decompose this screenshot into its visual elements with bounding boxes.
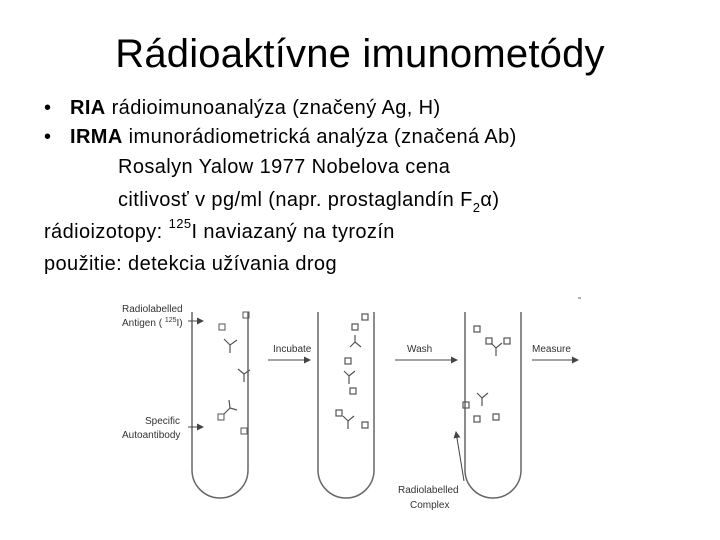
label-antigen-before: Antigen ( <box>122 318 165 329</box>
test-tube-2 <box>318 312 374 498</box>
isotopes-desc: I naviazaný na tyrozín <box>191 221 395 243</box>
isotope-mass-number: 125 <box>168 216 192 232</box>
label-antigen-sup: 125 <box>164 317 177 324</box>
label-wash: Wash <box>407 344 433 355</box>
bullet-ria-text <box>70 95 441 121</box>
bullet-ria-desc: rádioimunoanalýza (značený Ag, H) <box>105 97 441 119</box>
antigen-square-icon <box>241 428 247 434</box>
test-tube-1 <box>192 312 248 498</box>
sensitivity-subscript: 2 <box>472 200 481 215</box>
usage-line: použitie: detekcia užívania drog <box>44 253 337 275</box>
sensitivity-text-end: α) <box>480 189 500 211</box>
ria-diagram <box>100 290 600 520</box>
label-radiolabelled-complex-2: Complex <box>410 500 450 511</box>
label-specific-autoantibody-1: Specific <box>145 416 181 427</box>
label-measure: Measure <box>532 344 571 355</box>
label-radiolabelled-antigen-1: Radiolabelled <box>122 304 183 315</box>
indent-line-sensitivity <box>118 187 499 213</box>
bullet-dot: • <box>44 97 52 119</box>
bullet-ria-term: RIA <box>70 97 106 119</box>
label-specific-autoantibody-2: Autoantibody <box>122 430 181 441</box>
label-antigen-after: I) <box>176 318 183 329</box>
ria-diagram-svg <box>100 290 600 520</box>
slide-title: Rádioaktívne imunometódy <box>115 32 605 76</box>
bullet-irma-term: IRMA <box>70 126 123 148</box>
label-radiolabelled-complex-1: Radiolabelled <box>398 485 459 496</box>
label-radiolabelled-antigen-2 <box>122 317 183 329</box>
bullet-dot: • <box>44 126 52 148</box>
antigen-square-icon <box>218 414 224 420</box>
isotopes-line <box>44 216 395 245</box>
bound-complex-icon <box>463 326 510 422</box>
label-incubate: Incubate <box>273 344 312 355</box>
sensitivity-text: citlivosť v pg/ml (napr. prostaglandín F <box>118 189 473 211</box>
indent-line-yalow: Rosalyn Yalow 1977 Nobelova cena <box>118 156 451 178</box>
bullet-irma-text <box>70 124 517 150</box>
antigen-square-icon <box>219 324 225 330</box>
antigen-antibody-complex-icon <box>336 314 368 429</box>
bullet-irma-desc: imunorádiometrická analýza (značená Ab) <box>122 126 517 148</box>
test-tube-3 <box>465 312 521 498</box>
isotopes-label: rádioizotopy: <box>44 221 169 243</box>
antibody-y-icon <box>224 339 250 414</box>
